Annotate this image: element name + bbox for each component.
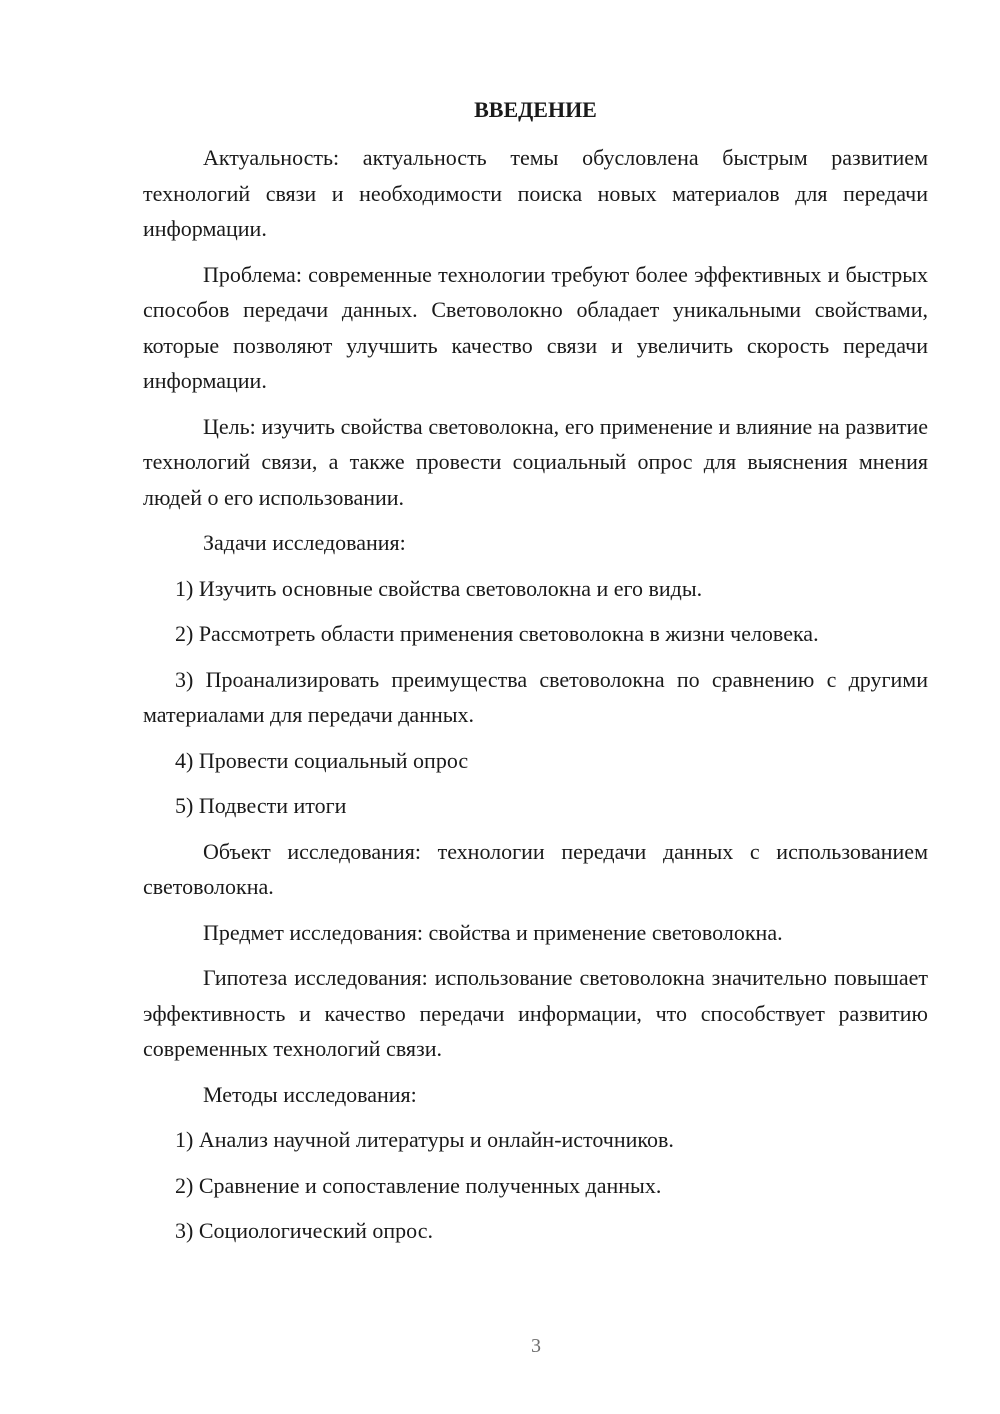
page-content: [143, 92, 928, 1259]
paragraph-object: Объект исследования: технологии передачи данных с использованием световолокна.: [143, 838, 928, 899]
task-item-5: 5) Подвести итоги: [175, 793, 347, 818]
method-item-2: 2) Сравнение и сопоставление полученных данных.: [175, 1172, 662, 1198]
paragraph-problem: Проблема: современные технологии требуют более эффективных и быстрых способов передачи данных. Световолокно обладает уникальными свойствами, которые позволяют улучшить качество связи и увеличить скорость передачи информации.: [143, 261, 928, 393]
task-item-3: 3) Проанализировать преимущества световолокна по сравнению с другими материалами для передачи данных.: [143, 666, 928, 727]
paragraph-subject: Предмет исследования: свойства и применение световолокна.: [203, 919, 783, 945]
task-item-4: 4) Провести социальный опрос: [175, 747, 469, 773]
paragraph-hypothesis: Гипотеза исследования: использование световолокна значительно повышает эффективность и качество передачи информации, что способствует развитию современных технологий связи.: [143, 965, 928, 1061]
task-item-2: 2) Рассмотреть области применения световолокна в жизни человека.: [175, 621, 819, 646]
paragraph-relevance: Актуальность: актуальность темы обусловлена быстрым развитием технологий связи и необходимости поиска новых материалов для передачи информации.: [143, 145, 928, 241]
paragraph-tasks-heading: Задачи исследования:: [203, 530, 406, 555]
paragraph-methods-heading: Методы исследования:: [203, 1081, 417, 1107]
section-title: ВВЕДЕНИЕ: [474, 97, 597, 122]
paragraph-goal: Цель: изучить свойства световолокна, его применение и влияние на развитие технологий связи, а также провести социальный опрос для выяснения мнения людей о его использовании.: [143, 413, 928, 510]
task-item-1: 1) Изучить основные свойства световолокна и его виды.: [175, 575, 703, 601]
method-item-3: 3) Социологический опрос.: [175, 1218, 433, 1243]
page-number: 3: [531, 1335, 541, 1357]
method-item-1: 1) Анализ научной литературы и онлайн-источников.: [175, 1127, 674, 1152]
